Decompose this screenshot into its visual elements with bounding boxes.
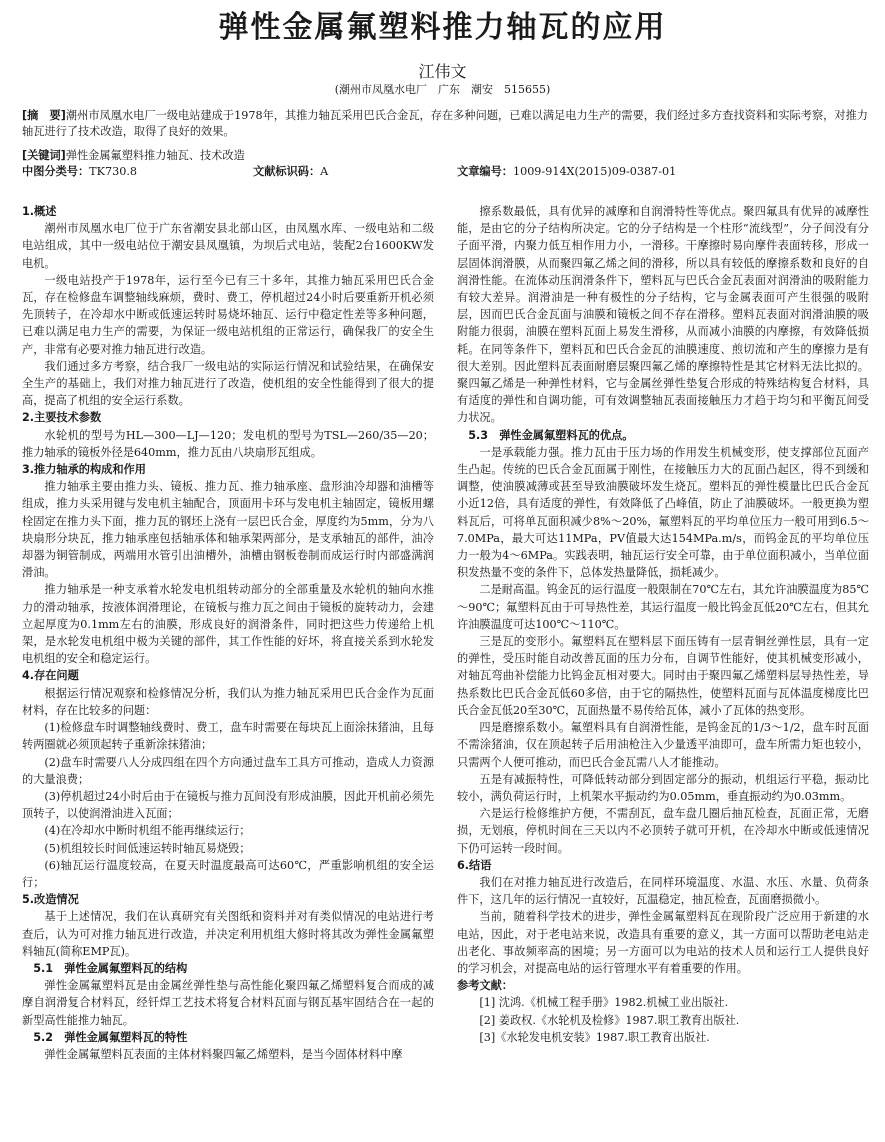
section-heading: 1.概述 xyxy=(22,205,57,218)
paragraph: 水轮机的型号为HL—300—LJ—120；发电机的型号为TSL—260/35—20；推力轴承的镜板外径是640mm，推力瓦由八块扇形瓦组成。 xyxy=(22,428,434,459)
list-item: (6)轴瓦运行温度较高，在夏天时温度最高可达60℃，严重影响机组的安全运行； xyxy=(22,858,434,889)
list-item: (3)停机超过24小时后由于在镜板与推力瓦间没有形成油膜，因此开机前必须先顶转子，以使润滑油进入瓦面； xyxy=(22,789,434,821)
list-item: (2)盘车时需要八人分成四组在四个方向通过盘车工具方可推动，造成人力资源的大量浪费； xyxy=(22,755,434,786)
paragraph: 三是瓦的变形小。氟塑料瓦在塑料层下面压铸有一层青铜丝弹性层，具有一定的弹性，受压时能自动改善瓦面的压力分布，自调节性能好，使其机械变形减小，对轴瓦弯曲补偿能力比钨金瓦相对要大。同时由于聚四氟乙烯塑料层导热性差，导热系数比巴氏合金瓦低60多倍，由于它的隔热性，使塑料瓦面与瓦体温度梯度比巴氏合金瓦低20至30℃，瓦面热量不易传给瓦体，减小了瓦体的热变形。 xyxy=(457,635,869,717)
paragraph: 二是耐高温。钨金瓦的运行温度一般限制在70℃左右，其允许油膜温度为85℃～90℃；氟塑料瓦由于可导热性差，其运行温度一般比钨金瓦低20℃左右，但其允许油膜温度可达100℃～110℃。 xyxy=(457,583,869,631)
paragraph: 推力轴承是一种支承着水轮发电机组转动部分的全部重量及水轮机的轴向水推力的滑动轴承，按液体润滑理论，在镜板与推力瓦之间由于镜板的旋转动力，会建立起厚度为0.1mm左右的油膜，形成良好的润滑条件，同时把这些力传递给上机架，是水轮发电机组中极为关键的部件，其工作性能的好坏，将直接关系到水轮发电机组的安全和稳定运行。 xyxy=(22,583,434,666)
article-number xyxy=(457,164,676,180)
section-heading: 2.主要技术参数 xyxy=(22,411,102,425)
left-column xyxy=(22,203,434,1063)
right-column xyxy=(457,203,869,1046)
author-affiliation: (潮州市凤凰水电厂 广东 潮安 515655) xyxy=(334,83,551,96)
abstract-text: 潮州市凤凰水电厂一级电站建成于1978年，其推力轴瓦采用巴氏合金瓦，存在多种问题，已难以满足电力生产的需要，我们经过多方查找资料和实际考察，对推力轴瓦进行了技术改造，取得了良好的效果。 xyxy=(22,109,868,138)
paragraph: 推力轴承主要由推力头、镜板、推力瓦、推力轴承座、盘形油冷却器和油槽等组成，推力头采用键与发电机主轴配合，顶面用卡环与发电机主轴固定，镜板用螺栓固定在推力头下面，推力瓦的钢坯上浇有一层巴氏合金，厚度约为5mm，分为八块扇形分块瓦，推力轴承座包括轴承体和轴承架两部分，是支承轴瓦的部件，油冷却器为铜管制成，两端用水管引出油槽外，油槽由钢板卷制而成运行时内部盛满润滑油。 xyxy=(22,480,434,580)
paragraph: 当前，随着科学技术的进步，弹性金属氟塑料瓦在现阶段广泛应用于新建的水电站，因此，对于老电站来说，改造具有重要的意义，其一方面可以帮助老电站走出老化、事故频率高的困境；另一方面可以为电站的技术人员和运行工人提供良好的学习机会，对提高电站的运行管理水平有着重要的作用。 xyxy=(457,910,869,975)
paragraph: 擦系数最低，具有优异的减摩和自润滑特性等优点。聚四氟具有优异的减摩性能，是由它的分子结构所决定。它的分子结构是一个柱形“流线型”，分子间没有分子面平滑，内聚力低互相作用力小，一滑移。干摩擦时易向摩件表面转移，形成一层固体润滑膜，从而聚四氟乙烯之间的滑移，所以具有较低的摩擦系数和良好的自润滑性能。在流体动压润滑条件下，塑料瓦与巴氏合金瓦表面对润滑油的吸附能力有较大差异。润滑油是一种有极性的分子结构，它与金属表面可产生很强的吸附层，因而巴氏合金瓦面与油膜和镜板之间不存在滑移。塑料瓦表面对润滑油膜的吸附能力很弱，油膜在塑料瓦面上易发生滑移，从而减小油膜的内摩擦，有效降低损耗。在同等条件下，塑料瓦和巴氏合金瓦的油膜速度、煎切流和产生的摩擦力是有很大差别。因此塑料瓦表面耐磨层聚四氟乙烯的摩擦特性是其它材料无法比拟的。聚四氟乙烯是一种弹性材料，它与金属丝弹性垫复合形成的特殊结构复合材料，具有适度的弹性和自调功能，可有效调整轴瓦表面接触压力才趋于均匀和平衡瓦间受力状况。 xyxy=(457,205,869,425)
keywords xyxy=(22,148,868,164)
doc-code-label: 文献标识码： xyxy=(253,165,321,178)
section-heading: 3.推力轴承的构成和作用 xyxy=(22,463,146,477)
subsection-heading: 5.2 弹性金属氟塑料瓦的特性 xyxy=(33,1030,188,1044)
paragraph: 基于上述情况，我们在认真研究有关图纸和资料并对有类似情况的电站进行考查后，认为可对推力轴瓦进行改造，并决定利用机组大修时将其改为弹性金属氟塑料轴瓦(简称EMP瓦)。 xyxy=(22,910,434,958)
paragraph: 五是有减振特性，可降低转动部分到固定部分的振动，机组运行平稳，振动比较小，满负荷运行时，上机架水平振动约为0.05mm，垂直振动约为0.03mm。 xyxy=(457,772,869,803)
subsection-heading: 5.1 弹性金属氟塑料瓦的结构 xyxy=(33,961,188,975)
keywords-text: 弹性金属氟塑料推力轴瓦、技术改造 xyxy=(65,149,245,162)
section-heading: 4.存在问题 xyxy=(22,669,79,683)
paragraph: 根据运行情况观察和检修情况分析，我们认为推力轴瓦采用巴氏合金作为瓦面材料，存在比较多的问题： xyxy=(22,686,434,717)
list-item: (4)在冷却水中断时机组不能再继续运行； xyxy=(44,824,251,838)
article-no-value: 1009-914X(2015)09-0387-01 xyxy=(512,165,677,178)
clc-label: 中图分类号： xyxy=(22,165,90,178)
article-no-label: 文章编号： xyxy=(457,165,513,178)
document-code xyxy=(253,164,328,180)
list-item: (5)机组较长时间低速运转时轴瓦易烧毁； xyxy=(44,841,251,855)
author-name: 江伟文 xyxy=(418,62,467,81)
clc-code xyxy=(22,164,137,180)
clc-value: TK730.8 xyxy=(89,165,137,178)
reference-item: [3]《水轮发电机安装》1987.职工教育出版社. xyxy=(479,1030,710,1044)
paragraph: 一级电站投产于1978年，运行至今已有三十多年，其推力轴瓦采用巴氏合金瓦，存在检修盘车调整轴线麻烦，费时、费工，停机超过24小时后要重新开机必须先顶转子，在冷却水中断或低速运转时易烧坏轴瓦、运行中稳定性差等多种问题，已难以满足电力生产的需要，为保证一级电站机组的正常运行，确保我厂的安全生产，非常有必要对推力轴瓦进行改造。 xyxy=(22,273,434,356)
keywords-label: [关键词] xyxy=(22,149,66,162)
paper-title: 弹性金属氟塑料推力轴瓦的应用 xyxy=(218,10,667,45)
reference-item: [1] 沈鸿.《机械工程手册》1982.机械工业出版社. xyxy=(479,996,729,1010)
subsection-heading: 5.3 弹性金属氟塑料瓦的优点。 xyxy=(468,428,634,442)
paragraph: 我们在对推力轴瓦进行改造后，在同样环境温度、水温、水压、水量、负荷条件下，这几年的运行情况一直较好，瓦温稳定，抽瓦检查，瓦面磨损微小。 xyxy=(457,875,869,907)
paragraph: 四是磨擦系数小。氟塑料具有自润滑性能，是钨金瓦的1/3～1/2，盘车时瓦面不需涂猪油，仅在顶起转子后用油枪注入少量透平油即可，盘车所需力矩也较小，只需两个人便可推动，而巴氏合金瓦需八人才能推动。 xyxy=(457,721,869,769)
paragraph: 弹性金属氟塑料瓦是由金属丝弹性垫与高性能化聚四氟乙烯塑料复合而成的减摩自润滑复合材料瓦，经钎焊工艺技术将复合材料瓦面与钢瓦基牢固结合在一起的新型高性能推力轴瓦。 xyxy=(22,979,434,1027)
section-heading: 6.结语 xyxy=(457,858,492,872)
reference-item: [2] 姜政权.《水轮机及检修》1987.职工教育出版社. xyxy=(479,1013,740,1027)
paragraph: 我们通过多方考察，结合我厂一级电站的实际运行情况和试验结果，在确保安全生产的基础上，我们对推力轴瓦进行了改造，使机组的安全性能得到了很大的提高，提高了机组的安全运行系数。 xyxy=(22,359,434,408)
paragraph: 弹性金属氟塑料瓦表面的主体材料聚四氟乙烯塑料，是当今固体材料中摩 xyxy=(44,1047,403,1061)
abstract-label: [摘 要] xyxy=(22,109,66,122)
list-item: (1)检修盘车时调整轴线费时、费工，盘车时需要在每块瓦上面涂抹猪油，且每转两圈就必须顶起转子重新涂抹猪油； xyxy=(22,721,434,752)
references-heading: 参考文献： xyxy=(457,979,513,993)
abstract xyxy=(22,108,868,140)
paragraph: 一是承载能力强。推力瓦由于压力场的作用发生机械变形，使支撑部位瓦面产生凸起。传统的巴氏合金瓦面属于刚性，在接触压力大的瓦面凸起区，得不到缓和调整，使油膜减薄或甚至导致油膜破坏发生烧瓦。塑料瓦的弹性模量比巴氏合金瓦小近12倍，具有适度的弹性，有效降低了凸峰值，防止了油膜破坏。一般更换为塑料瓦后，可将单瓦面积减少8%～20%，氟塑料瓦的平均单位压力一般可用到6.5～7.0MPa，最大可达11MPa，PV值最大达154MPa.m/s，而钨金瓦的平均单位压力一般为4～6MPa。实践表明，轴瓦运行安全可靠，由于单位面积减小，当单位面积发热量不变的条件下，总体发热量降低，损耗减少。 xyxy=(457,445,869,580)
doc-code-value: A xyxy=(320,165,329,178)
paragraph: 潮州市凤凰水电厂位于广东省潮安县北部山区，由凤凰水库、一级电站和二级电站组成，其中一级电站位于潮安县凤凰镇，为坝后式电站，装配2台1600KW发电机。 xyxy=(22,222,434,270)
paragraph: 六是运行检修维护方便，不需刮瓦，盘车盘几圈后抽瓦检查，瓦面正常，无磨损，无划痕，停机时间在三天以内不必顶转子就可开机，在冷却水中断或低速情况下仍可运转一段时间。 xyxy=(457,807,869,855)
section-heading: 5.改造情况 xyxy=(22,893,79,907)
